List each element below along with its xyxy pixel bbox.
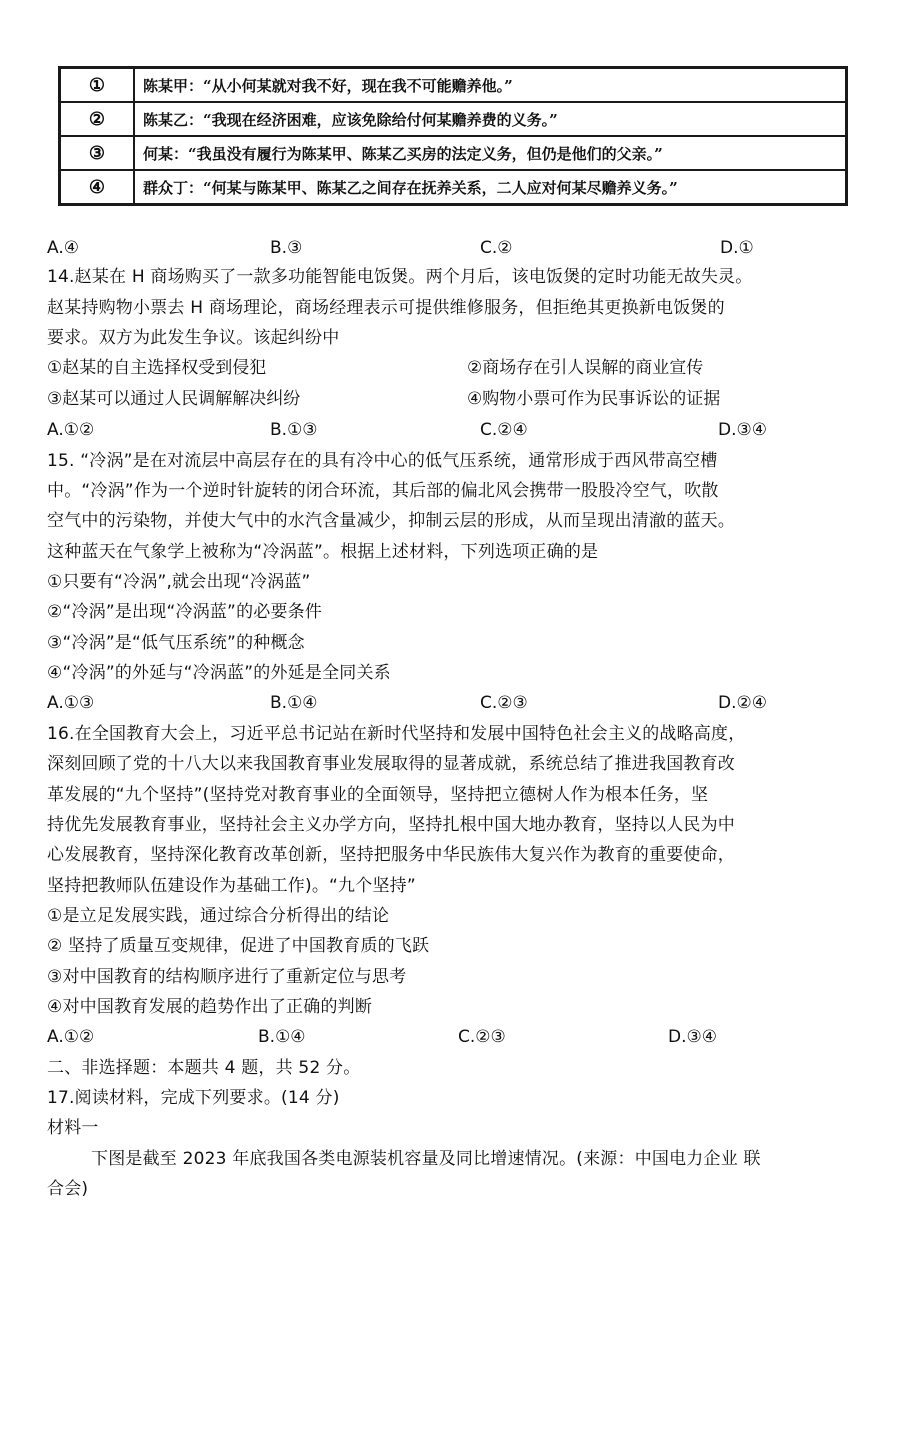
q16-stem-line: 持优先发展教育事业，坚持社会主义办学方向，坚持扎根中国大地办教育，坚持以人民为中 — [47, 815, 735, 835]
table-row — [60, 170, 847, 205]
q16-option-b: B.①④ — [258, 1027, 306, 1047]
q15-option-c: C.②③ — [480, 693, 528, 713]
q16-stem-line: 深刻回顾了党的十八大以来我国教育事业发展取得的显著成就，系统总结了推进我国教育改 — [47, 754, 735, 774]
q15-option-a: A.①③ — [47, 693, 95, 713]
q14-option-d: D.③④ — [718, 420, 767, 440]
row-number: ③ — [60, 136, 135, 170]
q15-choice-3: ③“冷涡”是“低气压系统”的种概念 — [47, 633, 305, 653]
q14-choice-2: ②商场存在引人误解的商业宣传 — [467, 358, 704, 378]
row-statement: 何某：“我虽没有履行为陈某甲、陈某乙买房的法定义务，但仍是他们的父亲。” — [134, 136, 847, 170]
q16-option-c: C.②③ — [458, 1027, 506, 1047]
q15-option-b: B.①④ — [270, 693, 318, 713]
q15-stem-line: 中。“冷涡”作为一个逆时针旋转的闭合环流，其后部的偏北风会携带一股股冷空气，吹散 — [47, 481, 719, 501]
q15-stem-line: 这种蓝天在气象学上被称为“冷涡蓝”。根据上述材料，下列选项正确的是 — [47, 542, 599, 562]
row-number: ④ — [60, 170, 135, 205]
q13-option-c: C.② — [480, 238, 513, 258]
q17-title: 17.阅读材料，完成下列要求。(14 分) — [47, 1088, 340, 1108]
q16-stem-line: 16.在全国教育大会上，习近平总书记站在新时代坚持和发展中国特色社会主义的战略高度， — [47, 724, 746, 744]
q14-stem-line: 14.赵某在 H 商场购买了一款多功能智能电饭煲。两个月后，该电饭煲的定时功能无故失灵。 — [47, 267, 753, 287]
q16-choice-4: ④对中国教育发展的趋势作出了正确的判断 — [47, 997, 373, 1017]
q16-choice-1: ①是立足发展实践，通过综合分析得出的结论 — [47, 906, 390, 926]
q14-choice-3: ③赵某可以通过人民调解解决纠纷 — [47, 389, 301, 409]
q14-option-b: B.①③ — [270, 420, 318, 440]
q16-stem-line: 革发展的“九个坚持”(坚持党对教育事业的全面领导，坚持把立德树人作为根本任务，坚 — [47, 785, 709, 805]
material-label: 材料一 — [47, 1118, 99, 1138]
table-row — [60, 102, 847, 136]
q16-stem-line: 心发展教育，坚持深化教育改革创新，坚持把服务中华民族伟大复兴作为教育的重要使命， — [47, 845, 735, 865]
q15-choice-1: ①只要有“冷涡”,就会出现“冷涡蓝” — [47, 572, 311, 592]
q13-option-d: D.① — [720, 238, 754, 258]
row-statement: 陈某乙：“我现在经济困难，应该免除给付何某赡养费的义务。” — [134, 102, 847, 136]
q15-stem-line: 空气中的污染物，并使大气中的水汽含量减少，抑制云层的形成，从而呈现出清澈的蓝天。 — [47, 511, 735, 531]
table-row — [60, 68, 847, 103]
q16-choice-3: ③对中国教育的结构顺序进行了重新定位与思考 — [47, 967, 407, 987]
q16-option-d: D.③④ — [668, 1027, 717, 1047]
q14-option-a: A.①② — [47, 420, 95, 440]
row-statement: 群众丁：“何某与陈某甲、陈某乙之间存在抚养关系，二人应对何某尽赡养义务。” — [134, 170, 847, 205]
q15-choice-2: ②“冷涡”是出现“冷涡蓝”的必要条件 — [47, 602, 323, 622]
row-statement: 陈某甲：“从小何某就对我不好，现在我不可能赡养他。” — [134, 68, 847, 103]
q15-option-d: D.②④ — [718, 693, 767, 713]
q13-option-b: B.③ — [270, 238, 303, 258]
table-row — [60, 136, 847, 170]
q16-choice-2: ② 坚持了质量互变规律，促进了中国教育质的飞跃 — [47, 936, 430, 956]
q14-choice-1: ①赵某的自主选择权受到侵犯 — [47, 358, 267, 378]
row-number: ② — [60, 102, 135, 136]
q14-choice-4: ④购物小票可作为民事诉讼的证据 — [467, 389, 721, 409]
q16-option-a: A.①② — [47, 1027, 95, 1047]
opinion-table — [58, 66, 848, 206]
row-number: ① — [60, 68, 135, 103]
q17-material-line: 合会) — [47, 1179, 89, 1199]
q15-choice-4: ④“冷涡”的外延与“冷涡蓝”的外延是全同关系 — [47, 663, 391, 683]
q17-material-line: 下图是截至 2023 年底我国各类电源装机容量及同比增速情况。(来源：中国电力企业 联 — [91, 1149, 761, 1169]
q14-option-c: C.②④ — [480, 420, 528, 440]
section-heading: 二、非选择题：本题共 4 题，共 52 分。 — [47, 1058, 361, 1078]
q15-stem-line: 15. “冷涡”是在对流层中高层存在的具有冷中心的低气压系统，通常形成于西风带高空槽 — [47, 451, 718, 471]
q14-stem-line: 要求。双方为此发生争议。该起纠纷中 — [47, 328, 340, 348]
q14-stem-line: 赵某持购物小票去 H 商场理论，商场经理表示可提供维修服务，但拒绝其更换新电饭煲的 — [47, 298, 725, 318]
q16-stem-line: 坚持把教师队伍建设作为基础工作)。“九个坚持” — [47, 876, 416, 896]
q13-option-a: A.④ — [47, 238, 79, 258]
